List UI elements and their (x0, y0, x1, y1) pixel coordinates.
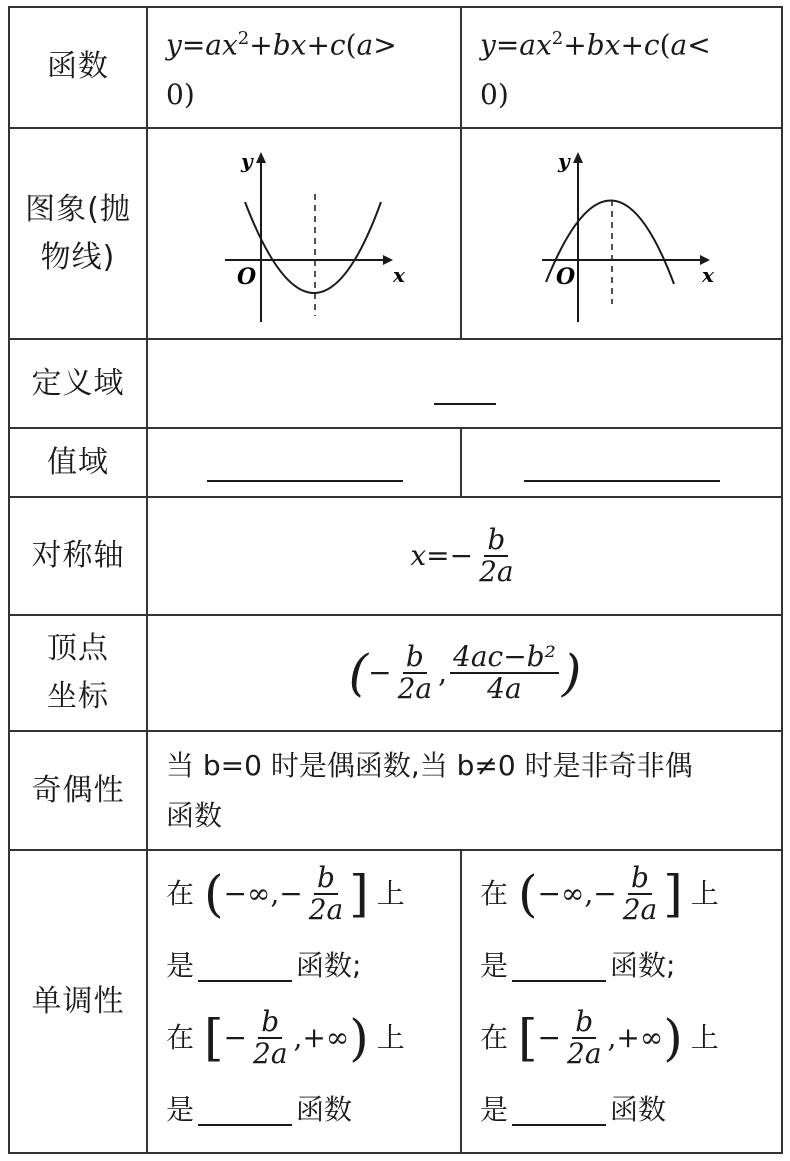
fraction-denominator: 2a (479, 555, 514, 588)
shang-text: 上 (690, 1020, 719, 1054)
parity-text-line1: 当 b=0 时是偶函数,当 b≠0 时是非奇非偶 (166, 748, 693, 782)
shi-text: 是 (480, 948, 509, 982)
shi-text: 是 (166, 1092, 195, 1126)
fraction-numerator: b (314, 863, 338, 895)
downward-parabola-graph (522, 144, 722, 324)
axis-minus: − (449, 539, 474, 572)
monotonic-answer-blank[interactable] (198, 950, 292, 982)
function-formula-a-positive (148, 6, 461, 128)
monotonic-cell-right (462, 850, 782, 1153)
y-axis-label: y (240, 148, 253, 173)
row-label-graph-line1: 图象(抛 (25, 191, 131, 227)
axis-x: x (410, 539, 427, 572)
range-answer-cell-left (148, 428, 461, 497)
formula-zero: 0) (480, 78, 509, 112)
interval-right: ,+∞ (293, 1020, 350, 1054)
zai-text: 在 (480, 876, 509, 910)
monotonic-answer-blank[interactable] (512, 1094, 606, 1126)
interval-open: [ (518, 1008, 538, 1067)
formula-eq: = (495, 28, 520, 62)
interval-close: ] (663, 864, 683, 923)
formula-x: x (290, 28, 307, 62)
interval-close: ] (349, 864, 369, 923)
interval-left: −∞,− (537, 876, 617, 910)
formula-exponent: 2 (551, 27, 564, 49)
function-formula-a-negative (462, 6, 782, 128)
vertex-y-fraction (450, 642, 559, 704)
row-label-range: 值域 (47, 444, 109, 480)
fraction-numerator: b (628, 863, 652, 895)
formula-paren: ( (345, 28, 357, 62)
zai-text: 在 (166, 876, 195, 910)
fraction-denominator: 4a (487, 672, 522, 705)
interval-left: −∞,− (223, 876, 303, 910)
formula-plus: + (563, 28, 587, 62)
row-label-monotonic: 单调性 (31, 983, 125, 1019)
vertex-x-fraction (395, 642, 436, 704)
fraction-denominator: 2a (308, 892, 344, 926)
row-label-vertex-line1: 顶点 (47, 631, 109, 666)
row-label-vertex (8, 615, 148, 731)
formula-c: c (643, 28, 660, 62)
func-text: 函数 (296, 1092, 353, 1126)
domain-answer-blank[interactable] (434, 402, 496, 405)
monotonic-blank-line (480, 930, 675, 1002)
formula-b: b (586, 28, 605, 62)
x-axis-arrow-icon (383, 255, 393, 265)
graph-upward-parabola (148, 128, 461, 339)
fraction-numerator: 4ac−b² (450, 642, 559, 674)
interval-close: ) (663, 1008, 683, 1067)
x-axis-label: x (392, 262, 405, 287)
monotonic-increasing-line (480, 858, 719, 930)
parity-text-cell (148, 731, 782, 850)
formula-eq: = (181, 28, 206, 62)
formula-x: x (536, 28, 552, 62)
formula-x: x (604, 28, 621, 62)
shi-text: 是 (480, 1092, 509, 1126)
interval-close: ) (349, 1008, 369, 1067)
formula-a: a (519, 28, 536, 62)
y-axis-arrow-icon (573, 152, 583, 163)
parabola-curve (245, 202, 381, 293)
vertex-comma: , (438, 656, 448, 689)
func-text: 函数; (296, 948, 362, 982)
row-label-parity: 奇偶性 (31, 772, 125, 808)
interval-open: ( (204, 864, 224, 923)
fraction-denominator: 2a (622, 892, 658, 926)
formula-relation: < (687, 28, 711, 62)
origin-label: O (556, 263, 576, 290)
shang-text: 上 (690, 876, 719, 910)
parity-text-line2: 函数 (166, 798, 223, 832)
vertex-formula-cell (148, 615, 782, 731)
interval-fraction (306, 860, 347, 926)
row-label-axis: 对称轴 (31, 538, 125, 573)
row-label-graph (8, 128, 148, 339)
range-answer-blank-left[interactable] (207, 479, 403, 482)
interval-open: [ (204, 1008, 224, 1067)
monotonic-decreasing-line (166, 858, 405, 930)
func-text: 函数; (610, 948, 676, 982)
interval-fraction (250, 1004, 291, 1070)
monotonic-increasing-line (166, 1002, 405, 1074)
shang-text: 上 (376, 876, 405, 910)
interval-fraction (564, 1004, 605, 1070)
row-label-domain: 定义域 (31, 365, 125, 401)
y-axis-label: y (558, 148, 570, 173)
quadratic-function-table (8, 6, 783, 1154)
formula-b: b (272, 28, 291, 62)
shi-text: 是 (166, 948, 195, 982)
fraction-denominator: 2a (397, 672, 433, 705)
shang-text: 上 (376, 1020, 405, 1054)
axis-formula-cell (148, 497, 782, 615)
range-answer-blank-right[interactable] (524, 479, 720, 482)
formula-plus: + (620, 28, 644, 62)
monotonic-decreasing-line (480, 1002, 719, 1074)
formula-a: a (670, 28, 688, 62)
formula-zero: 0) (166, 78, 195, 112)
fraction-numerator: b (484, 525, 508, 557)
row-label-function: 函数 (47, 49, 109, 84)
graph-downward-parabola (462, 128, 782, 339)
formula-a: a (205, 28, 222, 62)
fraction-numerator: b (258, 1007, 282, 1039)
formula-plus: + (306, 28, 330, 62)
monotonic-blank-line (166, 930, 361, 1002)
func-text: 函数 (610, 1092, 667, 1126)
interval-open: ( (518, 864, 538, 923)
vertex-left-paren: ( (348, 644, 369, 702)
monotonic-answer-blank[interactable] (512, 950, 606, 982)
axis-formula (410, 525, 519, 587)
formula-plus: + (249, 28, 273, 62)
vertex-right-paren: ) (561, 644, 582, 702)
fraction-numerator: b (403, 642, 427, 674)
formula-paren: ( (659, 28, 671, 62)
range-answer-cell-right (462, 428, 782, 497)
formula-y: y (166, 28, 182, 62)
formula-c: c (329, 28, 346, 62)
fraction-denominator: 2a (567, 1036, 602, 1070)
formula-y: y (480, 28, 496, 62)
monotonic-blank-line (166, 1074, 352, 1146)
interval-left: − (223, 1020, 247, 1054)
domain-answer-cell (148, 339, 782, 428)
formula-exponent: 2 (237, 27, 250, 49)
vertex-formula (349, 642, 582, 704)
monotonic-blank-line (480, 1074, 666, 1146)
interval-left: − (537, 1020, 561, 1054)
zai-text: 在 (480, 1020, 509, 1054)
formula-a: a (356, 28, 374, 62)
origin-label: O (236, 263, 256, 290)
axis-eq: = (426, 539, 450, 572)
y-axis-arrow-icon (256, 152, 266, 163)
fraction-numerator: b (572, 1007, 596, 1039)
row-label-vertex-line2: 坐标 (47, 679, 109, 714)
interval-fraction (620, 860, 661, 926)
formula-relation: > (373, 28, 397, 62)
fraction-denominator: 2a (253, 1036, 288, 1070)
vertex-minus: − (368, 656, 392, 689)
x-axis-label: x (702, 262, 714, 287)
formula-x: x (222, 28, 238, 62)
row-label-graph-line2: 物线) (40, 239, 116, 275)
monotonic-cell-left (148, 850, 461, 1153)
axis-fraction (476, 525, 517, 587)
monotonic-answer-blank[interactable] (198, 1094, 292, 1126)
upward-parabola-graph (205, 144, 405, 324)
zai-text: 在 (166, 1020, 195, 1054)
interval-right: ,+∞ (607, 1020, 664, 1054)
